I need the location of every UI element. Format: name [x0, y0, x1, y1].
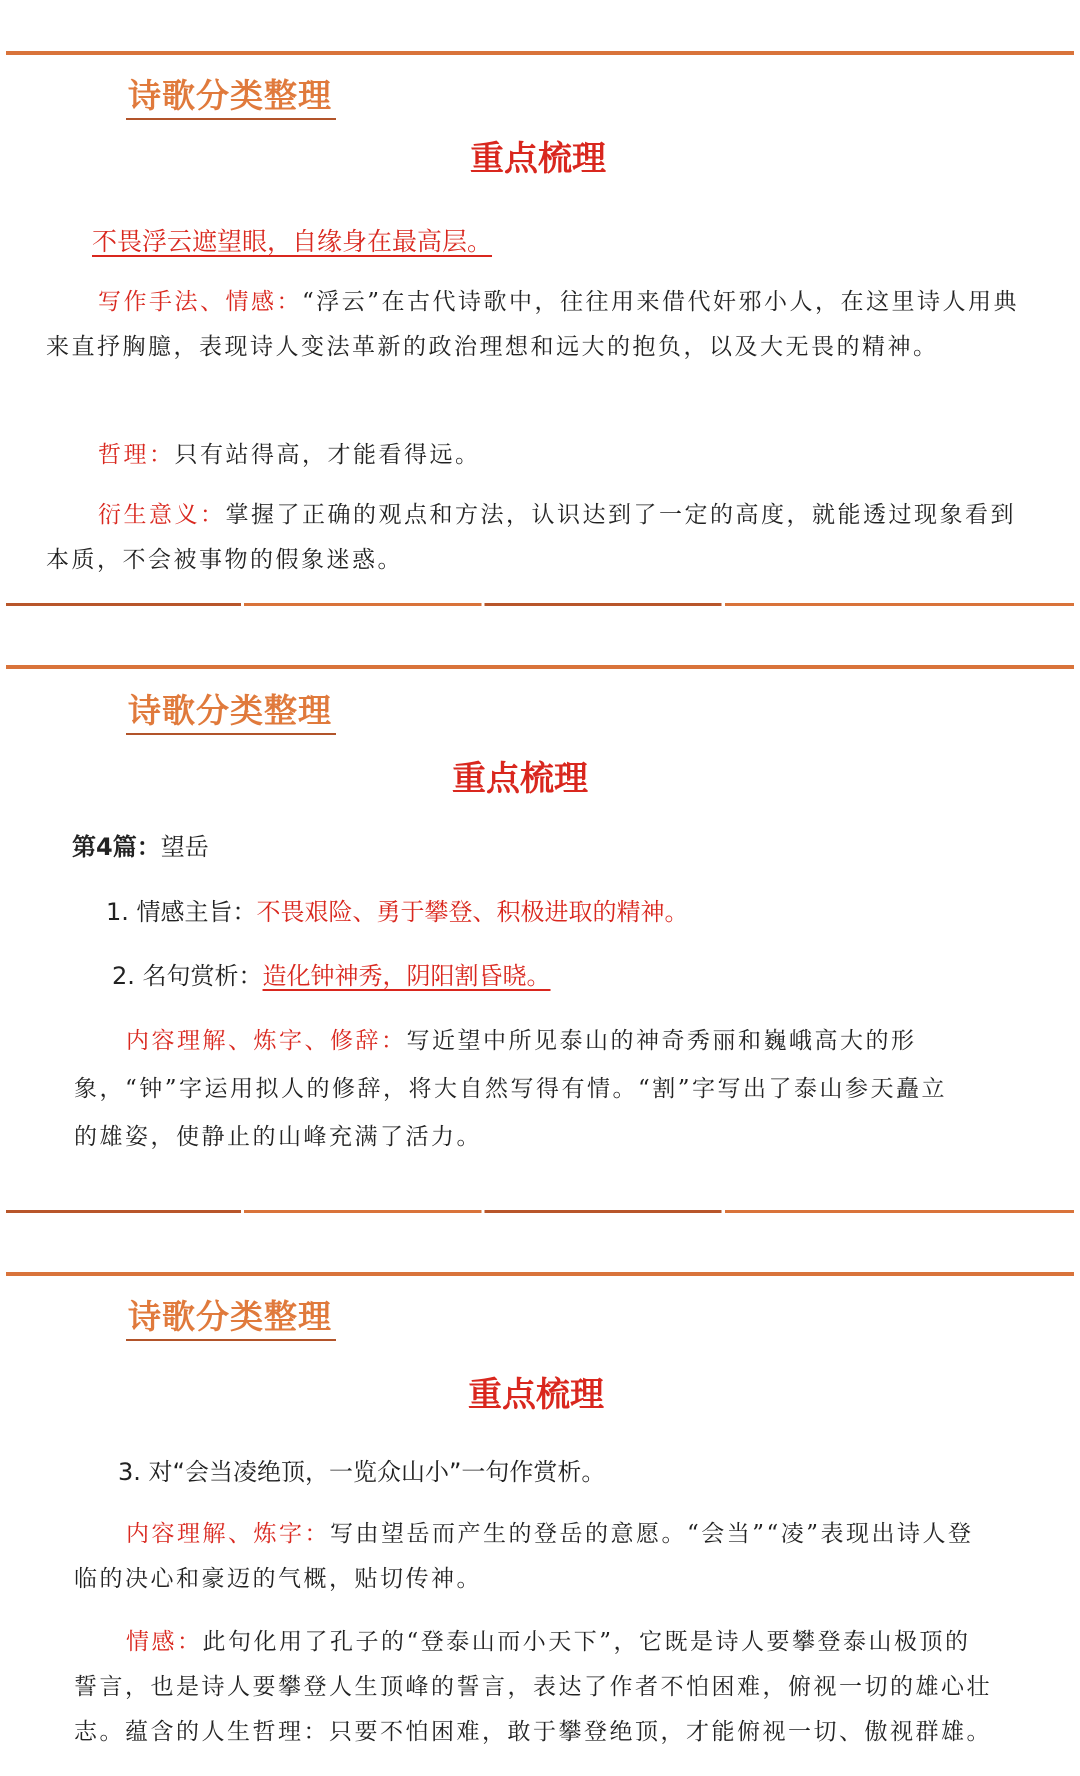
top-rule [6, 51, 1074, 55]
para-label: 哲理： [98, 442, 175, 468]
subtitle: 重点梳理 [470, 139, 606, 179]
poem-number: 第4篇： [72, 833, 161, 861]
paragraph-derived-meaning [46, 493, 1021, 583]
item-question: 3. 对“会当凌绝顶，一览众山小”一句作赏析。 [118, 1458, 606, 1486]
item-emotion-theme [106, 896, 689, 928]
subtitle: 重点梳理 [468, 1375, 604, 1415]
para-label: 写作手法、情感： [98, 289, 302, 315]
item-prefix: 1. 情感主旨： [106, 898, 257, 926]
paragraph-content [74, 1512, 994, 1602]
paragraph-analysis [74, 1017, 954, 1161]
bottom-rule [6, 603, 1074, 606]
para-label: 衍生意义： [98, 502, 226, 528]
subtitle: 重点梳理 [452, 759, 588, 799]
top-rule [6, 1272, 1074, 1276]
para-text: 写由望岳而产生的登岳的意愿。“会当”“凌”表现出诗人登临的决心和豪迈的气概，贴切传神。 [74, 1521, 974, 1592]
paragraph-emotion [74, 1620, 994, 1755]
para-text: “浮云”在古代诗歌中，往往用来借代奸邪小人，在这里诗人用典来直抒胸臆，表现诗人变法革新的政治理想和远大的抱负，以及大无畏的精神。 [46, 289, 1020, 360]
poem-name: 望岳 [160, 833, 209, 861]
poem-heading [72, 831, 209, 863]
para-text: 写近望中所见泰山的神奇秀丽和巍峨高大的形象，“钟”字运用拟人的修辞，将大自然写得有情。“割”字写出了泰山参天矗立的雄姿，使静止的山峰充满了活力。 [74, 1028, 948, 1150]
para-text: 此句化用了孔子的“登泰山而小天下”，它既是诗人要攀登泰山极顶的誓言，也是诗人要攀登人生顶峰的誓言，表达了作者不怕困难，俯视一切的雄心壮志。蕴含的人生哲理：只要不怕困难，敢于攀登绝顶，才能俯视一切、傲视群雄。 [74, 1629, 992, 1745]
top-rule [6, 665, 1074, 669]
item-prefix: 2. 名句赏析： [112, 962, 263, 990]
bottom-rule [6, 1210, 1074, 1213]
section-title: 诗歌分类整理 [126, 691, 336, 735]
section-title: 诗歌分类整理 [126, 76, 336, 120]
section-title: 诗歌分类整理 [126, 1297, 336, 1341]
paragraph-philosophy [46, 433, 1016, 478]
para-label: 内容理解、炼字、修辞： [126, 1028, 407, 1054]
para-text: 只有站得高，才能看得远。 [174, 442, 481, 468]
item-value: 造化钟神秀，阴阳割昏晓。 [262, 962, 551, 990]
para-label: 情感： [126, 1629, 203, 1655]
para-text: 掌握了正确的观点和方法，认识达到了一定的高度，就能透过现象看到本质，不会被事物的假象迷惑。 [46, 502, 1016, 573]
item-famous-line [112, 960, 551, 992]
quoted-verse: 不畏浮云遮望眼，自缘身在最高层。 [92, 227, 493, 256]
paragraph-technique [46, 280, 1021, 370]
para-label: 内容理解、炼字： [126, 1521, 330, 1547]
item-value: 不畏艰险、勇于攀登、积极进取的精神。 [256, 898, 689, 926]
